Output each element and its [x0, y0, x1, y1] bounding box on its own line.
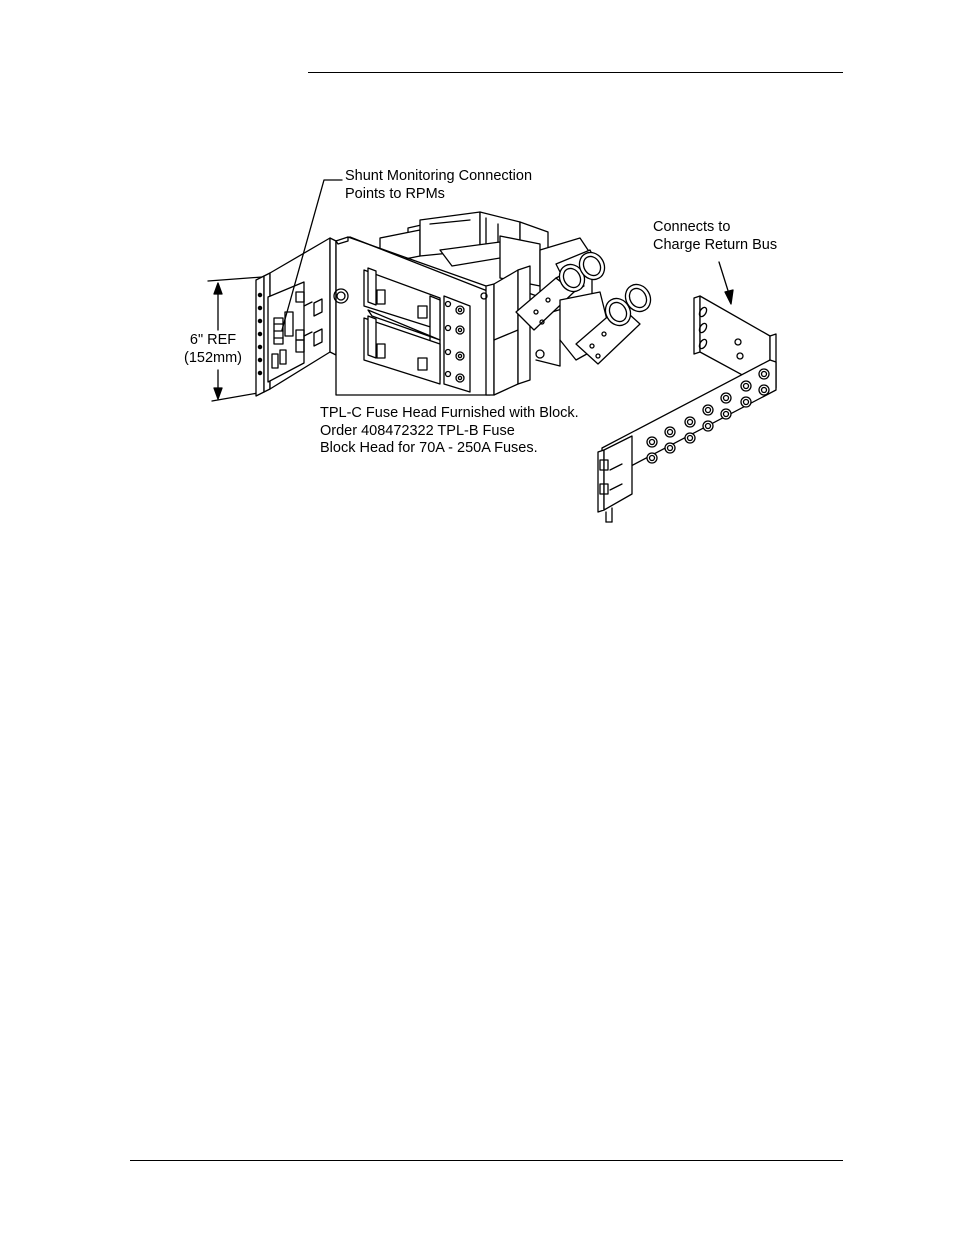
footer-rule [130, 1160, 843, 1161]
charge-return-callout [653, 219, 777, 254]
return-callout-line-2: Charge Return Bus [653, 236, 778, 253]
shunt-callout-line-1: Shunt Monitoring Connection [345, 168, 533, 184]
fuse-note-line-1: TPL-C Fuse Head Furnished with Block. [320, 405, 579, 421]
shunt-monitoring-callout [345, 168, 532, 203]
return-callout-line-1: Connects to [653, 219, 731, 235]
fuse-block-illustration [0, 0, 954, 560]
fuse-note-line-2: Order 408472322 TPL-B Fuse [320, 422, 515, 439]
dimension-callout [184, 332, 242, 367]
dimension-line-1: 6" REF [189, 332, 237, 348]
shunt-callout-line-2: Points to RPMs [345, 185, 445, 202]
dimension-line-2: (152mm) [184, 349, 243, 366]
fuse-block-housing [334, 212, 548, 395]
fuse-head-note [320, 405, 579, 458]
fuse-note-line-3: Block Head for 70A - 250A Fuses. [320, 440, 538, 456]
